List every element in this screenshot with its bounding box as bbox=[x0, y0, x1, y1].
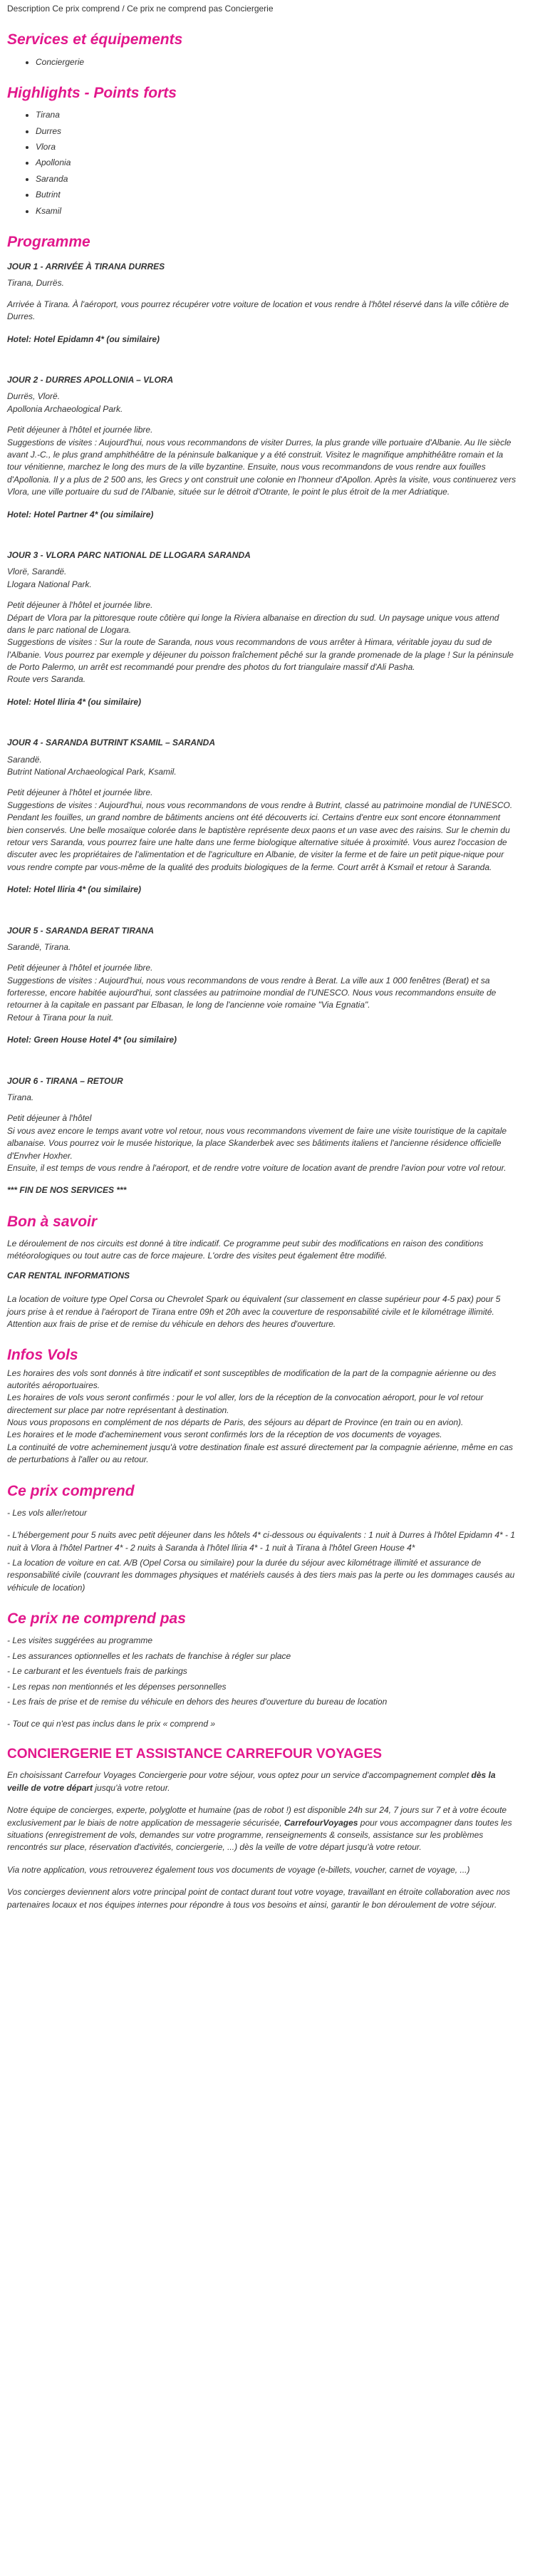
day-3 bbox=[7, 549, 519, 708]
list-item: - Le carburant et les éventuels frais de parkings bbox=[7, 1666, 187, 1677]
list-item: • Butrint bbox=[36, 189, 519, 201]
day-1 bbox=[7, 261, 519, 346]
list-item: • Ksamil bbox=[36, 205, 519, 217]
conciergerie-intro bbox=[7, 1769, 519, 1794]
day-description: Petit déjeuner à l'hôtel et journée libre. Départ de Vlora par la pittoresque route côtière qui longe la Riviera albanaise en direction du sud. Un paysage unique vous attend dans le parc national de Llogara. Suggestions de visites : Sur la route de Saranda, nous vous recommandons de vous arrêter à Himara, véritable joyau du sud de l'Albanie. Vous pourrez par exemple y déjeuner du poisson fraîchement pêché sur la grande promenade de la plage ! Sur la péninsule de Porto Palermo, un arrêt est recommandé pour prendre des photos du fort triangulaire massif d'Ali Pasha. Route vers Saranda. bbox=[7, 600, 514, 685]
team-text: Notre équipe de concierges, experte, polyglotte et humaine (pas de robot !) est disponible 24h sur 24, 7 jours sur 7 et à votre écoute exclusivement par le biais de notre application de messagerie sécurisée, bbox=[7, 1805, 507, 1828]
infos-vols-text: Les horaires des vols sont donnés à titre indicatif et sont susceptibles de modification de la part de la compagnie aérienne ou des autorités aéroportuaires. Les horaires de vols vous seront confirmés : pour le vol aller, lors de la réception de la convocation aéroport, pour le vol retour directement sur place par notre représentant à destination. Nous vous proposons en complément de nos départs de Paris, des séjours au départ de Province (en train ou en avion). Les horaires et le mode d'acheminement vous seront confirmés lors de la réception de vos documents de voyages. La continuité de votre acheminement jusqu'à votre destination finale est assuré directement par la compagnie aérienne, même en cas de perturbations à l'aller ou au retour. bbox=[7, 1367, 514, 1465]
infos-vols-section bbox=[7, 1367, 519, 1467]
day-description: Arrivée à Tirana. À l'aéroport, vous pourrez récupérer votre voiture de location et vous rendre à l'hôtel réservé dans la ville côtière de Durres. bbox=[7, 299, 509, 322]
day-hotel: Hotel: Hotel Iliria 4* (ou similaire) bbox=[7, 696, 142, 707]
bon-a-savoir-text: Le déroulement de nos circuits est donné à titre indicatif. Ce programme peut subir des modifications en raison des conditions météorologiques ou tout autre cas de force majeure. L'ordre des visites peut également être modifié. bbox=[7, 1238, 484, 1261]
day-places: Tirana, Durrës. bbox=[7, 278, 64, 289]
day-title: JOUR 2 - DURRES APOLLONIA – VLORA bbox=[7, 375, 174, 386]
conciergerie-team bbox=[7, 1804, 519, 1854]
intro-text-end: jusqu'à votre retour. bbox=[93, 1782, 170, 1793]
list-item: • Apollonia bbox=[36, 157, 519, 169]
day-places: Sarandë, Tirana. bbox=[7, 941, 71, 952]
prix-ne-comprend-list bbox=[7, 1635, 519, 1730]
day-5 bbox=[7, 925, 519, 1047]
day-description: Petit déjeuner à l'hôtel et journée libre. Suggestions de visites : Aujourd'hui, nous vous recommandons de visiter Durres, la plus grande ville portuaire d'Albanie. Au IIe siècle avant J.-C., le plus grand amphithéâtre de la péninsule balkanique y a été construit. Visitez le magnifique amphithéâtre romain et la tour vénitienne, marchez le long des murs de la ville byzantine. Ensuite, nous vous recommandons de vous rendre aux fouilles d'Apollonia. Il y a plus de 2 500 ans, les Grecs y ont construit une colonie en l'honneur d'Apollon. Après la visite, vous continuerez vers Vlora, une ville portuaire du sud de l'Albanie, située sur le détroit d'Otrante, le point le plus étroit de la mer Adriatique. bbox=[7, 425, 516, 497]
end-of-services: *** FIN DE NOS SERVICES *** bbox=[7, 1185, 127, 1196]
prix-ne-comprend-title: Ce prix ne comprend pas bbox=[7, 1610, 186, 1628]
day-places: Sarandë. Butrint National Archaeological Park, Ksamil. bbox=[7, 754, 177, 777]
highlights-title: Highlights - Points forts bbox=[7, 84, 177, 101]
bon-a-savoir-title: Bon à savoir bbox=[7, 1213, 98, 1230]
conciergerie-contact: Vos concierges deviennent alors votre principal point de contact durant tout votre voyage, travaillant en étroite collaboration avec nos partenaires locaux et nos équipes internes pour répondre à tous vos besoins et ainsi, garantir le bon déroulement de votre séjour. bbox=[7, 1887, 510, 1910]
day-4 bbox=[7, 737, 519, 896]
infos-vols-title: Infos Vols bbox=[7, 1347, 78, 1364]
day-hotel: Hotel: Hotel Partner 4* (ou similaire) bbox=[7, 509, 154, 519]
day-places: Durrës, Vlorë. Apollonia Archaeological Park. bbox=[7, 391, 123, 414]
day-places: Vlorë, Sarandë. Llogara National Park. bbox=[7, 567, 92, 589]
day-hotel: Hotel: Green House Hotel 4* (ou similaire) bbox=[7, 1035, 177, 1045]
list-item: • Saranda bbox=[36, 173, 519, 185]
services-list bbox=[7, 56, 519, 68]
day-hotel: Hotel: Hotel Iliria 4* (ou similaire) bbox=[7, 884, 142, 895]
conciergerie-documents: Via notre application, vous retrouverez également tous vos documents de voyage (e-billets, voucher, carnet de voyage, ...) bbox=[7, 1864, 470, 1875]
list-item: • Tirana bbox=[36, 109, 519, 121]
app-name: CarrefourVoyages bbox=[284, 1817, 358, 1828]
bon-a-savoir-section bbox=[7, 1238, 519, 1263]
day-title: JOUR 5 - SARANDA BERAT TIRANA bbox=[7, 925, 155, 936]
description-line: Description Ce prix comprend / Ce prix ne comprend pas Conciergerie bbox=[7, 4, 274, 14]
prix-comprend-list bbox=[7, 1507, 519, 1594]
list-item: • Vlora bbox=[36, 141, 519, 153]
list-item: - Les repas non mentionnés et les dépenses personnelles bbox=[7, 1681, 227, 1692]
day-6 bbox=[7, 1075, 519, 1175]
day-title: JOUR 1 - ARRIVÉE À TIRANA DURRES bbox=[7, 262, 165, 272]
car-rental-title: CAR RENTAL INFORMATIONS bbox=[7, 1270, 130, 1281]
conciergerie-title: CONCIERGERIE ET ASSISTANCE CARREFOUR VOYAGES bbox=[7, 1746, 383, 1762]
day-description: Petit déjeuner à l'hôtel et journée libre. Suggestions de visites : Aujourd'hui, nous vous recommandons de vous rendre à Butrint, classé au patrimoine mondial de l'UNESCO. Pendant les fouilles, un grand nombre de bâtiments anciens ont été découverts ici. Certains d'entre eux sont encore étonnamment bien conservés. Une belle mosaïque colorée dans le baptistère représente deux paons et un vase avec des raisins. Sur le chemin du retour vers Saranda, vous pourrez faire une halte dans une ferme biologique alternative située à proximité. Vous aurez l'occasion de discuter avec les propriétaires de l'alimentation et de l'agriculture en Albanie, de visiter la ferme et de faire un petit pique-nique pour vous rendre compte par vous-même de la qualité des produits biologiques de la ferme. Court arrêt à Ksmail et retour à Saranda. bbox=[7, 787, 513, 872]
list-item: • Conciergerie bbox=[36, 56, 519, 68]
list-item: - Tout ce qui n'est pas inclus dans le prix « comprend » bbox=[7, 1719, 216, 1729]
day-description: Petit déjeuner à l'hôtel Si vous avez encore le temps avant votre vol retour, nous vous recommandons vivement de faire une visite touristique de la capitale albanaise. Vous pourrez voir le musée historique, la place Skanderbek avec ses bâtiments italiens et l'ancienne résidence officielle d'Envher Hoxher. Ensuite, il est temps de vous rendre à l'aéroport, et de rendre votre voiture de location avant de prendre l'avion pour votre vol retour. bbox=[7, 1113, 507, 1173]
car-rental-text: La location de voiture type Opel Corsa ou Chevrolet Spark ou équivalent (sur classement en classe supérieur pour 4-5 pax) pour 5 jours prise à et rendue à l'aéroport de Tirana entre 09h et 20h avec la couverture de responsabilité civile et le kilométrage illimité. Attention aux frais de prise et de remise du véhicule en dehors des heures d'ouverture. bbox=[7, 1294, 501, 1329]
day-title: JOUR 4 - SARANDA BUTRINT KSAMIL – SARANDA bbox=[7, 738, 216, 748]
list-item: - L'hébergement pour 5 nuits avec petit déjeuner dans les hôtels 4* ci-dessous ou équivalents : 1 nuit à Durres à l'hôtel Epidamn 4* - 1 nuit à Vlora à l'hôtel Partner 4* - 2 nuits à Saranda à l'hôtel Iliria 4* - 1 nuit à Tirana à l'hôtel Green House 4* bbox=[7, 1530, 516, 1553]
list-item: - Les vols aller/retour bbox=[7, 1507, 88, 1518]
day-title: JOUR 6 - TIRANA – RETOUR bbox=[7, 1075, 123, 1086]
team-text-end: pour vous accompagner dans toutes les situations (enregistrement de vols, demandes sur votre programme, renseignements & conseils, assistance sur les problèmes rencontrés sur place, réservation d'activités, conciergerie, ...) dès la veille de votre départ jusqu'à votre retour. bbox=[7, 1817, 512, 1853]
conciergerie-section bbox=[7, 1769, 519, 1911]
car-rental-section bbox=[7, 1293, 519, 1330]
intro-bold: dès la veille de votre départ bbox=[7, 1770, 496, 1793]
programme-title: Programme bbox=[7, 233, 90, 250]
list-item: - Les visites suggérées au programme bbox=[7, 1635, 153, 1646]
day-hotel: Hotel: Hotel Epidamn 4* (ou similaire) bbox=[7, 333, 160, 344]
day-places: Tirana. bbox=[7, 1092, 34, 1103]
list-item: - La location de voiture en cat. A/B (Opel Corsa ou similaire) pour la durée du séjour avec kilométrage illimité et assurance de responsabilité civile (couvrant les dommages physiques et matériels causés à des tiers mais pas la perte ou les dommages causés au véhicule de location) bbox=[7, 1557, 515, 1593]
list-item: • Durres bbox=[36, 125, 519, 138]
list-item: - Les frais de prise et de remise du véhicule en dehors des heures d'ouverture du bureau de location bbox=[7, 1696, 388, 1707]
day-description: Petit déjeuner à l'hôtel et journée libre. Suggestions de visites : Aujourd'hui, nous vous recommandons de vous rendre à Berat. La ville aux 1 000 fenêtres (Berat) et sa forteresse, encore habitée aujourd'hui, sont classées au patrimoine mondial de l'UNESCO. Nous vous recommandons ensuite de retourner à la capitale en passant par Elbasan, le long de l'ancienne voie romaine "Via Egnatia". Retour à Tirana pour la nuit. bbox=[7, 963, 497, 1023]
list-item: - Les assurances optionnelles et les rachats de franchise à régler sur place bbox=[7, 1650, 291, 1661]
intro-text: En choisissant Carrefour Voyages Conciergerie pour votre séjour, vous optez pour un service d'accompagnement complet bbox=[7, 1770, 472, 1781]
highlights-list bbox=[7, 109, 519, 217]
day-2 bbox=[7, 374, 519, 521]
prix-comprend-title: Ce prix comprend bbox=[7, 1482, 135, 1499]
day-title: JOUR 3 - VLORA PARC NATIONAL DE LLOGARA SARANDA bbox=[7, 549, 251, 560]
services-title: Services et équipements bbox=[7, 31, 183, 48]
